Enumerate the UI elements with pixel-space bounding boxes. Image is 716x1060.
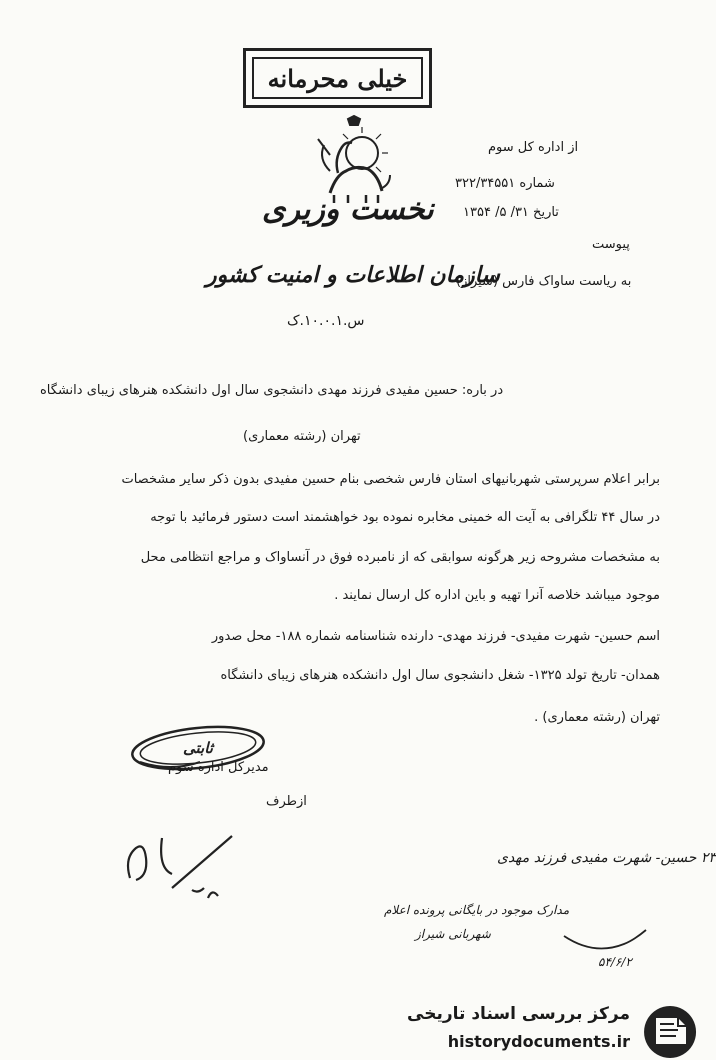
handwritten-initials: [112, 818, 242, 908]
oval-stamp-text: ثابتی: [183, 739, 213, 757]
handwritten-note: مدارک موجود در بایگانی پرونده اعلام: [384, 903, 570, 917]
archive-logo-icon: [642, 1004, 698, 1058]
number-field: شماره ۳۲۲/۳۴۵۵۱: [455, 176, 555, 191]
recipient-field: به ریاست ساواک فارس (شیراز): [456, 274, 632, 289]
archive-watermark: [408, 1002, 700, 1060]
body-line: اسم حسین- شهرت مفیدی- فرزند مهدی- دارنده شناسنامه شماره ۱۸۸- محل صدور: [211, 629, 660, 644]
subject-line: در باره: حسین مفیدی فرزند مهدی دانشجوی سال اول دانشکده هنرهای زیبای دانشگاه: [40, 383, 504, 398]
body-line: در سال ۴۴ تلگرافی به آیت اله خمینی مخابره نموده بود خواهشمند است دستور فرمائید با توجه: [150, 510, 660, 525]
classification-stamp: [243, 48, 432, 108]
watermark-url: historydocuments.ir: [447, 1032, 630, 1051]
body-line: موجود میباشد خلاصه آنرا تهیه و باین اداره کل ارسال نمایند .: [334, 588, 660, 603]
organization-title: سازمان اطلاعات و امنیت کشور: [206, 262, 500, 288]
body-line: همدان- تاریخ تولد ۱۳۲۵- شغل دانشجوی سال اول دانشکده هنرهای زیبای دانشگاه: [220, 668, 660, 683]
office-code: س.۱۰.۰.۱.ک: [287, 313, 365, 329]
handwritten-flourish: [560, 928, 650, 958]
director-title: مدیرکل اداره سوم: [168, 760, 269, 775]
handwritten-date: ۵۴/۶/۲: [598, 955, 632, 969]
watermark-title: مرکز بررسی اسناد تاریخی: [407, 1004, 630, 1024]
from-field: از اداره کل سوم: [488, 140, 579, 155]
attachment-field: پیوست: [592, 237, 630, 252]
date-field: تاریخ ۳۱/ ۵/ ۱۳۵۴: [463, 205, 559, 220]
body-line: به مشخصات مشروحه زیر هرگونه سوابقی که از نامبرده فوق در آنساواک و مراجع انتظامی محل: [140, 550, 660, 565]
handwritten-note: شهربانی شیراز: [415, 927, 491, 941]
subject-line: تهران (رشته معماری): [243, 429, 361, 444]
handwritten-note: ۲۳ حسین- شهرت مفیدی فرزند مهدی: [497, 850, 716, 866]
body-line: تهران (رشته معماری) .: [534, 710, 660, 725]
classification-text: خیلی محرمانه: [252, 57, 423, 99]
body-line: برابر اعلام سرپرستی شهربانیهای استان فارس شخصی بنام حسین مفیدی بدون ذکر سایر مشخصات: [121, 472, 660, 487]
ministry-title: نخست وزیری: [262, 192, 434, 227]
on-behalf-label: ازطرف: [266, 794, 307, 809]
